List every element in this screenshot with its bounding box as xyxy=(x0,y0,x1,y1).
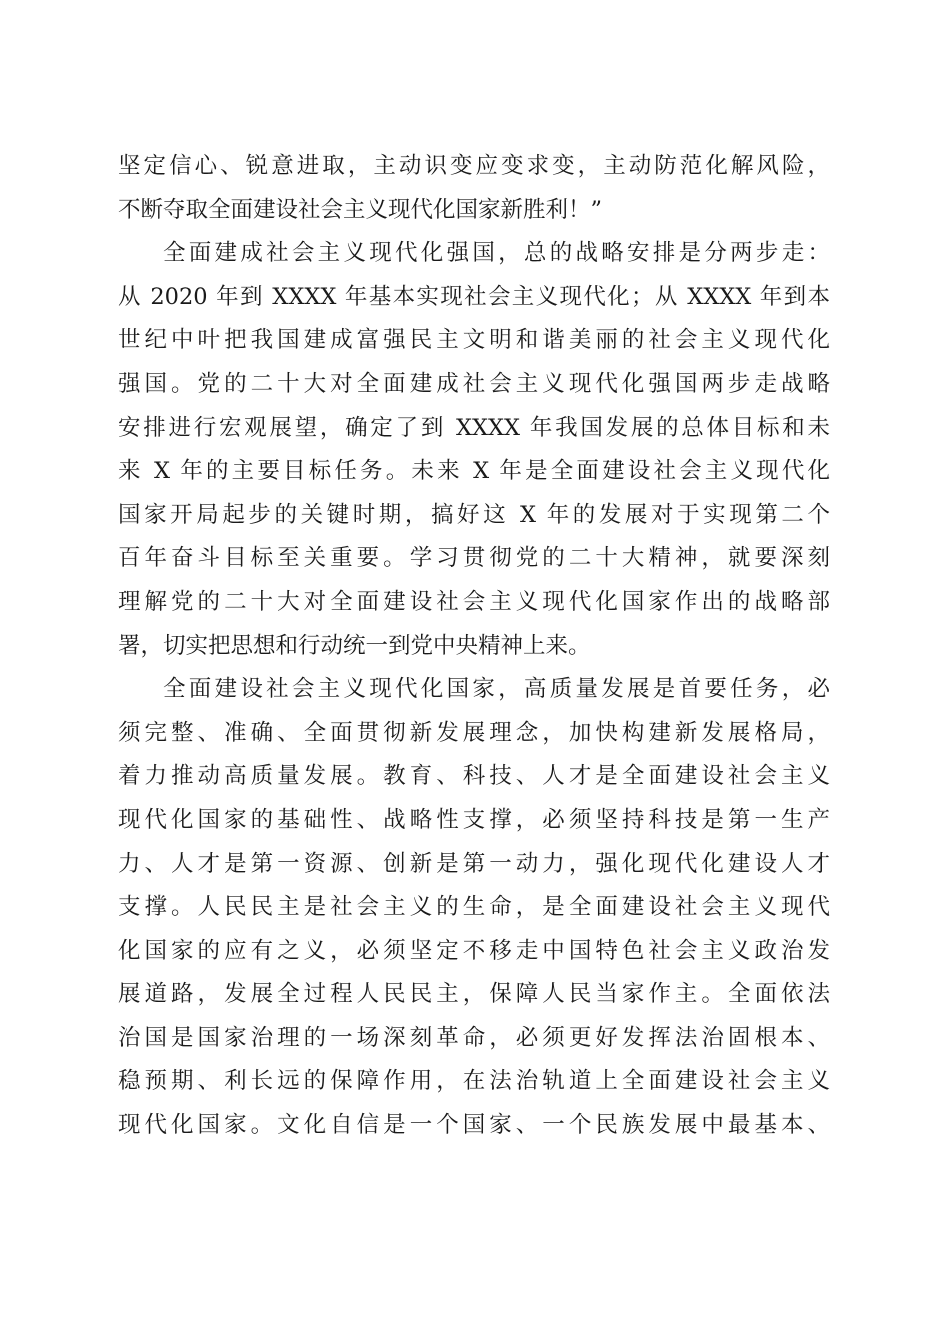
document-body xyxy=(118,145,830,1148)
text-line: 力、人才是第一资源、创新是第一动力，强化现代化建设人才 xyxy=(118,850,830,877)
text-line: 不断夺取全面建设社会主义现代化国家新胜利！” xyxy=(118,196,603,223)
text-line: 强国。党的二十大对全面建成社会主义现代化强国两步走战略 xyxy=(118,370,830,397)
text-line: 来 X 年的主要目标任务。未来 X 年是全面建设社会主义现代化 xyxy=(118,458,830,485)
text-line: 稳预期、利长远的保障作用，在法治轨道上全面建设社会主义 xyxy=(118,1068,830,1095)
text-line: 现代化国家的基础性、战略性支撑，必须坚持科技是第一生产 xyxy=(118,806,830,833)
text-line: 着力推动高质量发展。教育、科技、人才是全面建设社会主义 xyxy=(118,763,830,790)
text-line: 坚定信心、锐意进取，主动识变应变求变，主动防范化解风险， xyxy=(118,153,830,179)
text-line: 现代化国家。文化自信是一个国家、一个民族发展中最基本、 xyxy=(118,1112,830,1139)
text-line: 全面建成社会主义现代化强国，总的战略安排是分两步走： xyxy=(163,240,830,267)
text-line: 从 2020 年到 XXXX 年基本实现社会主义现代化；从 XXXX 年到本 xyxy=(118,283,830,310)
paragraph-3 xyxy=(118,668,830,1148)
text-line: 支撑。人民民主是社会主义的生命，是全面建设社会主义现代 xyxy=(118,894,830,921)
text-line: 国家开局起步的关键时期，搞好这 X 年的发展对于实现第二个 xyxy=(118,501,830,528)
text-line: 化国家的应有之义，必须坚定不移走中国特色社会主义政治发 xyxy=(118,937,830,964)
paragraph-1 xyxy=(118,145,830,232)
text-line: 理解党的二十大对全面建设社会主义现代化国家作出的战略部 xyxy=(118,588,830,615)
text-line: 展道路，发展全过程人民民主，保障人民当家作主。全面依法 xyxy=(118,981,830,1008)
paragraph-2 xyxy=(118,232,830,668)
text-line: 百年奋斗目标至关重要。学习贯彻党的二十大精神，就要深刻 xyxy=(118,545,830,572)
text-line: 安排进行宏观展望，确定了到 XXXX 年我国发展的总体目标和未 xyxy=(118,414,830,441)
text-line: 须完整、准确、全面贯彻新发展理念，加快构建新发展格局， xyxy=(118,719,830,746)
text-line: 世纪中叶把我国建成富强民主文明和谐美丽的社会主义现代化 xyxy=(118,327,830,354)
text-line: 治国是国家治理的一场深刻革命，必须更好发挥法治固根本、 xyxy=(118,1024,830,1051)
text-line: 署，切实把思想和行动统一到党中央精神上来。 xyxy=(118,632,591,659)
text-line: 全面建设社会主义现代化国家，高质量发展是首要任务，必 xyxy=(163,676,830,703)
